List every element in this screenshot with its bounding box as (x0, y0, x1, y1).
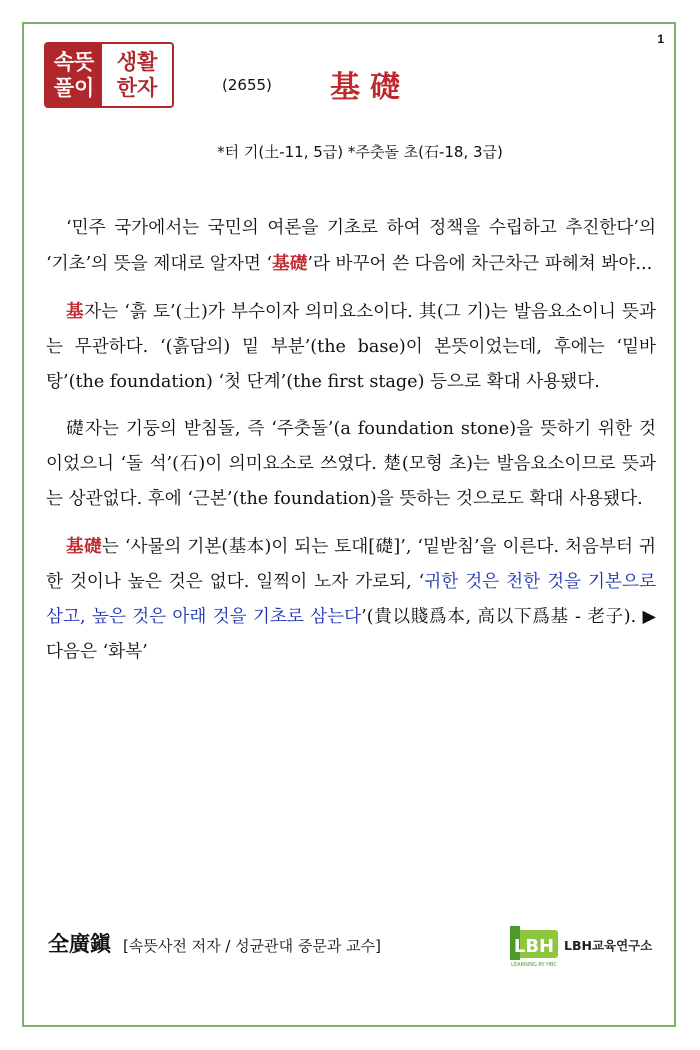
text-segment: 자는 ‘흙 토’(土)가 부수이자 의미요소이다. 其(그 기)는 발음요소이니 뜻과는 무관하다. ‘(흙담의) 밑 부분’(the base)이 본뜻이었는데, 후에는 ‘밑바탕’(the foundation) ‘첫 단계’(the first stage) 등으로 확대 사용됐다. (46, 302, 656, 392)
paragraph-2 (46, 294, 656, 400)
page-number: 1 (657, 32, 664, 46)
page-title: 基礎 (330, 70, 410, 105)
lbh-mark-text: LBH (513, 936, 555, 957)
institute-name: LBH교육연구소 (564, 938, 653, 953)
paragraph-3 (46, 412, 656, 517)
text-segment: ’(貴以賤爲本, 高以下爲基 - 老子). ▶다음은 ‘화복’ (46, 607, 656, 662)
logo-right-block (102, 44, 172, 106)
author-title: [속뜻사전 저자 / 성균관대 중문과 교수] (123, 937, 381, 955)
author-credit (48, 928, 381, 958)
lbh-mark-icon (508, 922, 560, 968)
logo-left-line2: 풀이 (53, 76, 95, 100)
logo-right-line2: 한자 (116, 76, 158, 100)
lbh-mark-subtext: LEARNING BY HBC (511, 962, 557, 968)
logo-right-line1: 생활 (116, 50, 158, 74)
brand-logo (44, 42, 174, 108)
paragraph-4 (46, 529, 656, 670)
institute-logo (508, 920, 656, 970)
logo-left-line1: 속뜻 (53, 50, 95, 74)
paragraph-1 (46, 211, 656, 282)
quote-highlight: 귀한 것은 천한 것을 기본으로 삼고, 높은 것은 아래 것을 기초로 삼는다 (46, 572, 656, 627)
highlight-hanja: 基 (66, 301, 85, 322)
text-segment: ’라 바꾸어 쓴 다음에 차근차근 파헤쳐 봐야... (307, 254, 653, 274)
logo-left-block (46, 44, 102, 106)
text-segment: 는 ‘사물의 기본(基本)이 되는 토대[礎]’, ‘밑받침’을 이른다. 처음부터 귀한 것이나 높은 것은 없다. 일찍이 노자 가로되, ‘ (46, 537, 656, 592)
author-name: 全廣鎭 (48, 931, 111, 956)
article-body (46, 211, 656, 682)
highlight-hanja: 基礎 (272, 253, 308, 274)
character-definitions: *터 기(土-11, 5급) *주춧돌 초(石-18, 3급) (217, 143, 503, 161)
text-segment: 礎자는 기둥의 받침돌, 즉 ‘주춧돌’(a foundation stone)을 뜻하기 위한 것이었으니 ‘돌 석’(石)이 의미요소로 쓰였다. 楚(모형 초)는 발음요소이므로 뜻과는 상관없다. 후에 ‘근본’(the foundation)을 뜻하는 것으로도 확대 사용됐다. (46, 419, 656, 509)
article-number: (2655) (222, 76, 272, 94)
text-segment: ‘민주 국가에서는 국민의 여론을 기초로 하여 정책을 수립하고 추진한다’의 ‘기초’의 뜻을 제대로 알자면 ‘ (46, 218, 656, 274)
highlight-hanja: 基礎 (66, 536, 102, 557)
